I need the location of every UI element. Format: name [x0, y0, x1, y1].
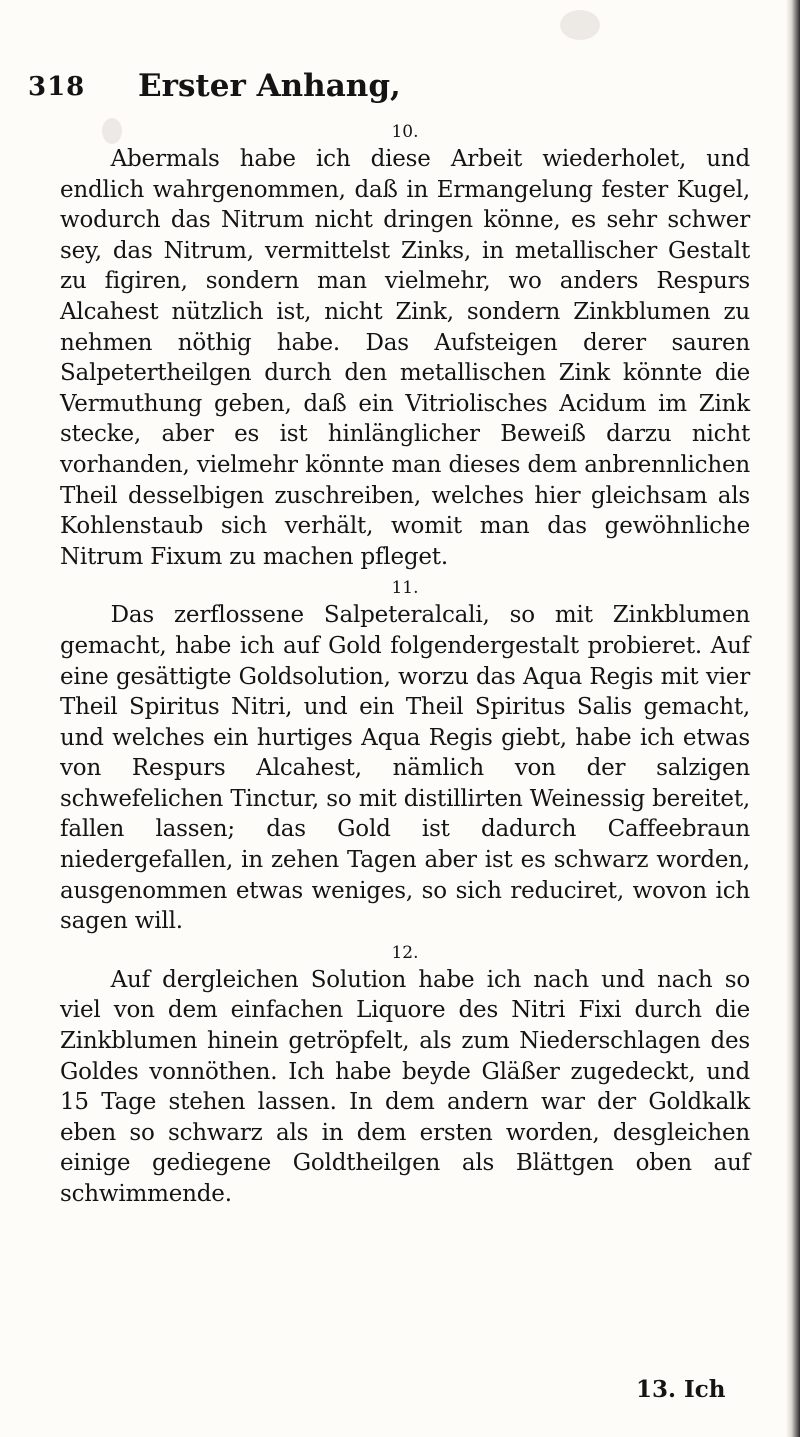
section-11 — [60, 578, 750, 937]
page-number: 318 — [28, 72, 86, 102]
paragraph: Abermals habe ich diese Arbeit wiederholet, und endlich wahrgenommen, daß in Ermangelung fester Kugel, wodurch das Nitrum nicht dringen könne, es sehr schwer sey, das Nitrum, vermittelst Zinks, in metallischer Gestalt zu figiren, sondern man vielmehr, wo anders Respurs Alcahest nützlich ist, nicht Zink, sondern Zinkblumen zu nehmen nöthig habe. Das Aufsteigen derer sauren Salpetertheilgen durch den metallischen Zink könnte die Vermuthung geben, daß ein Vitriolisches Acidum im Zink stecke, aber es ist hinlänglicher Beweiß darzu nicht vorhanden, vielmehr könnte man dieses dem anbrennlichen Theil desselbigen zuschreiben, welches hier gleichsam als Kohlenstaub sich verhält, womit man das gewöhnliche Nitrum Fixum zu machen pfleget. — [60, 146, 750, 570]
section-12 — [60, 943, 750, 1210]
section-number: 12. — [391, 942, 419, 963]
paper-stain — [560, 10, 600, 40]
paragraph: Auf dergleichen Solution habe ich nach und nach so viel von dem einfachen Liquore des Nitri Fixi durch die Zinkblumen hinein getröpfelt, als zum Niederschlagen des Goldes vonnöthen. Ich habe beyde Gläßer zugedeckt, und 15 Tage stehen lassen. In dem andern war der Goldkalk eben so schwarz als in dem ersten worden, desgleichen einige gediegene Goldtheilgen als Blättgen oben auf schwimmende. — [60, 966, 750, 1207]
section-number: 11. — [391, 578, 419, 599]
section-number: 10. — [391, 122, 419, 142]
section-10 — [60, 122, 750, 572]
catchword: 13. Ich — [636, 1376, 726, 1403]
running-title: Erster Anhang, — [138, 68, 401, 104]
page-header — [28, 68, 768, 108]
main-text — [60, 122, 750, 1216]
page-edge-shadow — [786, 0, 800, 1437]
paragraph: Das zerflossene Salpeteralcali, so mit Zinkblumen gemacht, habe ich auf Gold folgendergestalt probieret. Auf eine gesättigte Goldsolution, worzu das Aqua Regis mit vier Theil Spiritus Nitri, und ein Theil Spiritus Salis gemacht, und welches ein hurtiges Aqua Regis giebt, habe ich etwas von Respurs Alcahest, nämlich von der salzigen schwefelichen Tinctur, so mit distillirten Weinessig bereitet, fallen lassen; das Gold ist dadurch Caffeebraun niedergefallen, in zehen Tagen aber ist es schwarz worden, ausgenommen etwas weniges, so sich reduciret, wovon ich sagen will. — [60, 602, 750, 935]
